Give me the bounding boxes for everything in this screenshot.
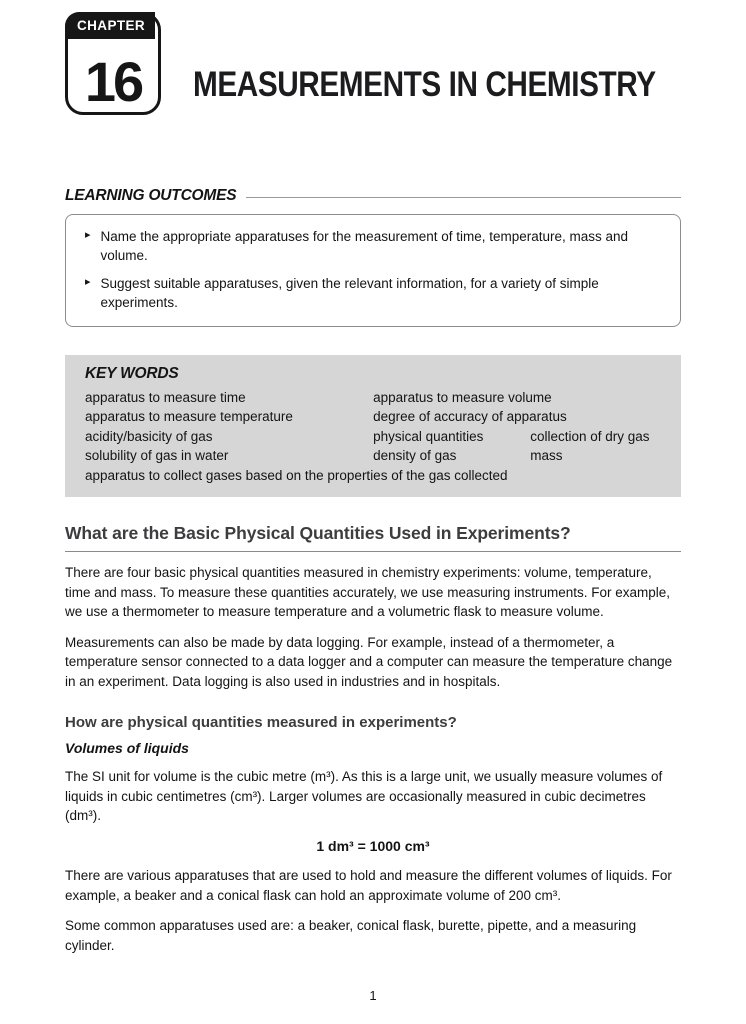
chapter-number: 16 xyxy=(84,50,142,113)
outcome-text: Name the appropriate apparatuses for the measurement of time, temperature, mass and volume. xyxy=(100,229,629,264)
key-word: apparatus to measure volume xyxy=(373,389,552,405)
chapter-header xyxy=(65,12,681,115)
key-word: density of gas xyxy=(373,448,457,464)
key-word: apparatus to collect gases based on the properties of the gas collected xyxy=(85,467,508,483)
key-word: solubility of gas in water xyxy=(85,448,229,464)
paragraph: The SI unit for volume is the cubic metre (m³). As this is a large unit, we usually measure volumes of liquids in cubic centimetres (cm³). Larger volumes are occasionally measured in cubic decimetres (dm³). xyxy=(65,769,663,823)
key-word: mass xyxy=(530,448,563,464)
minor-heading: Volumes of liquids xyxy=(65,740,189,757)
key-words-list xyxy=(85,388,667,486)
outcome-text: Suggest suitable apparatuses, given the relevant information, for a variety of simple experiments. xyxy=(100,276,599,311)
outcome-item xyxy=(80,227,662,265)
page-number: 1 xyxy=(369,988,377,1004)
triangle-bullet-icon: ▸ xyxy=(85,276,91,289)
key-word: physical quantities xyxy=(373,428,484,444)
triangle-bullet-icon: ▸ xyxy=(85,229,91,241)
chapter-title: MEASUREMENTS IN CHEMISTRY xyxy=(193,65,656,104)
key-words-heading: KEY WORDS xyxy=(85,364,179,382)
key-word: acidity/basicity of gas xyxy=(85,428,213,444)
main-content xyxy=(65,523,681,955)
learning-outcomes-heading: LEARNING OUTCOMES xyxy=(65,187,237,204)
key-words-box xyxy=(65,355,681,498)
page-footer xyxy=(65,987,681,1005)
learning-outcomes-box xyxy=(65,214,681,327)
paragraph: There are various apparatuses that are used to hold and measure the different volumes of liquids. For example, a beaker and a conical flask can hold an approximate volume of 200 cm³. xyxy=(65,868,672,903)
chapter-label: CHAPTER xyxy=(65,12,155,39)
sub-heading: How are physical quantities measured in experiments? xyxy=(65,714,457,732)
key-word: degree of accuracy of apparatus xyxy=(373,409,567,425)
key-word: apparatus to measure time xyxy=(85,389,246,405)
learning-outcomes-section xyxy=(65,187,681,327)
key-word: apparatus to measure temperature xyxy=(85,409,293,425)
heading-rule xyxy=(246,197,681,198)
paragraph: There are four basic physical quantities measured in chemistry experiments: volume, temperature, time and mass. To measure these quantities accurately, we use measuring instruments. For example, we use a thermometer to measure temperature and a volumetric flask to measure volume. xyxy=(65,565,671,620)
section-heading: What are the Basic Physical Quantities Used in Experiments? xyxy=(65,523,681,552)
learning-outcomes-heading-row xyxy=(65,187,681,205)
paragraph: Some common apparatuses used are: a beaker, conical flask, burette, pipette, and a measuring cylinder. xyxy=(65,918,637,953)
equation: 1 dm³ = 1000 cm³ xyxy=(316,838,430,855)
paragraph: Measurements can also be made by data logging. For example, instead of a thermometer, a temperature sensor connected to a data logger and a computer can measure the temperature change in an experiment. Data logging is also used in industries and in hospitals. xyxy=(65,634,673,689)
key-word: collection of dry gas xyxy=(530,428,650,444)
outcome-item xyxy=(80,274,662,312)
chapter-badge xyxy=(65,12,161,115)
